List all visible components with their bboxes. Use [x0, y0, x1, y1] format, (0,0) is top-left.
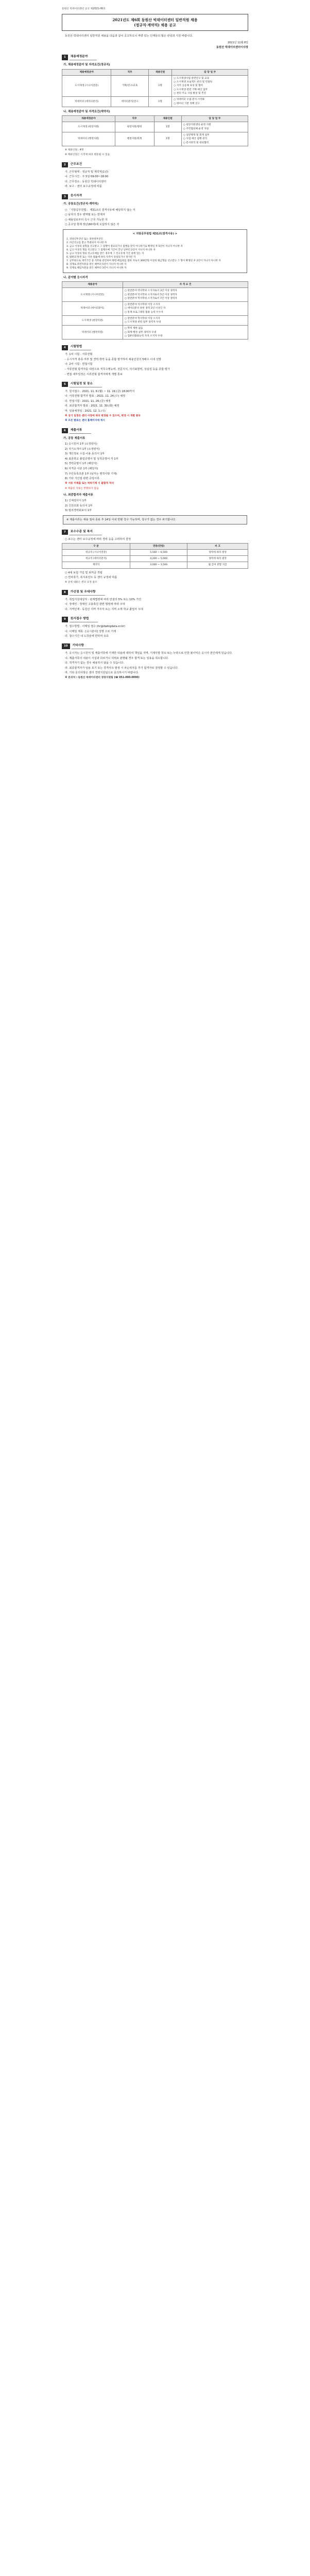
section-number: 8: [62, 590, 68, 595]
cell-line: ○ 도시재생 프로젝트 관리 및 컨설팅: [174, 81, 213, 84]
documents-list: [65, 442, 248, 481]
list-item: 1) 신체검사서 1부: [65, 499, 87, 503]
table-cell: 5,500 ~ 6,500: [130, 549, 187, 555]
documents-red-note-2: ※ 제출된 서류는 반환하지 않음: [65, 487, 99, 490]
list-item: 라. 최종합격자가 임용 포기 또는 결격사유 발생 시 차순위자를 추가 합격자로 결정할 수 있습니다.: [65, 666, 179, 670]
cell-line: ○ 관련분야 석사학위 소지자로서 5년 이상 경력자: [124, 293, 177, 296]
document-page: [0, 0, 310, 702]
cell-line: ○ 회계·행정 실무 경력자 우대: [124, 331, 157, 334]
table-cell: 도시재생 (시니어전문): [62, 75, 111, 96]
table-cell: 도시재생 (현장지원): [62, 122, 115, 132]
list-item: 1) 응시원서 1부 (소정양식): [65, 443, 97, 446]
table-cell: 계약직: [62, 562, 130, 568]
list-item: 다. 지역인재 : 동원산 지역 거주자 또는 지역 소재 학교 졸업자 우대: [65, 607, 143, 611]
section-number: 1: [62, 55, 68, 60]
list-item: ○ 공고일 현재 정년(60세)에 도달하지 않은 자: [65, 223, 119, 227]
cell-line: ○ 관련분야 석사학위 이상 소지자: [124, 303, 160, 307]
section-label: 제출서류: [70, 428, 91, 434]
exam-method-list: [65, 352, 248, 376]
cell-line: ○ 주민협의체 운영 지원: [183, 127, 209, 130]
table-row: [62, 122, 248, 132]
table-header-cell: 자 격 요 건: [123, 281, 248, 287]
section-label: 가산점 및 우대사항: [70, 590, 105, 596]
section-7-heading: [62, 530, 248, 535]
table-row: [62, 288, 248, 302]
cell-line: ○ 문서관리 및 대외협력: [183, 141, 209, 144]
common-requirements-list: [65, 208, 248, 227]
final-documents-list: [65, 499, 248, 513]
list-item: 다. 접수기간 내 도착분에 한하여 유효: [65, 635, 109, 638]
cell-line: ○ 통계·프로그래밍 활용 능력 우수자: [124, 311, 163, 314]
schedule-blue-note: ※ 모든 발표는 센터 홈페이지에 게시: [65, 419, 105, 422]
list-item: 가. 응시자는 응시원서 및 제출서류에 기재한 내용에 대하여 책임을 지며, 기재사항 착오 또는 누락으로 인한 불이익은 응시자 본인에게 있습니다.: [65, 652, 233, 655]
list-item: 나. 이메일 제목 : [응시분야] 성명 으로 기재: [65, 630, 116, 633]
schedule-list: [65, 389, 248, 413]
section-number: 7: [62, 530, 68, 535]
table-header-cell: 구 분: [62, 543, 130, 549]
table-header-cell: 직무: [111, 69, 149, 75]
table-cell: [123, 288, 248, 302]
disqualification-item: 2. 파산선고를 받고 복권되지 아니한 자: [66, 241, 107, 244]
list-item: 나. 장애인 : 장애인 고용촉진 관련 법령에 따라 우대: [65, 603, 125, 606]
table-cell: [123, 302, 248, 316]
cell-line: ○ 관련분야 학사학위 소지자로서 7년 이상 경력자: [124, 297, 177, 300]
table-cell: 현장지원/행정: [115, 122, 154, 132]
list-item: 나. 2차 시험 : 면접시험: [65, 363, 93, 366]
cell-line: ○ 현장지원센터 운영 지원: [183, 124, 211, 127]
section-number: 4: [62, 345, 68, 350]
table-cell: 1명: [148, 97, 171, 107]
table-row: [62, 97, 248, 107]
disqualification-item: 9. 징계로 해임처분을 받은 때부터 3년이 지나지 아니한 자: [66, 267, 127, 270]
section-number: 3: [62, 194, 68, 199]
table-cell: 빅데이터 (행정지원): [62, 132, 115, 146]
application-method-list: [65, 624, 248, 638]
cell-line: ○ 컴퓨터활용능력 자격 소지자 우대: [124, 335, 163, 338]
cell-line: ○ 데이터분석 관련 경력 2년 이상인 자: [124, 307, 166, 310]
headcount-note-2: ※ 채용인원은 사정에 따라 변동될 수 있음: [65, 154, 110, 157]
section-3-sub2: 나. 분야별 응시자격: [63, 276, 88, 279]
qualification-table: [62, 281, 248, 340]
section-6-heading: [62, 428, 248, 434]
doc-reference: 동원산 빅데이터센터 공고 제2021-06호: [62, 8, 106, 10]
section-6-sub2: 나. 최종합격자 제출서류: [63, 493, 93, 497]
list-item: 2) 자기소개서 1부 (소정양식): [65, 447, 100, 451]
doc-org: 동원산 빅데이터센터이사장: [216, 46, 248, 49]
benefits-list: [65, 571, 248, 580]
table-header-cell: 채용예정분야: [62, 69, 111, 75]
list-item: 다. 면접시험 : 2021. 11. 26.(금) 예정: [65, 399, 111, 403]
disqualification-item: 7. 공무원으로 재직기간 중 직무와 관련하여 횡령·배임죄를 범한 자로서 300만원 이상의 벌금형을 선고받고 그 형이 확정된 후 2년이 지나지 아니한 자: [66, 260, 221, 263]
table-cell: 행정지원/회계: [115, 132, 154, 146]
section-2-heading: [62, 162, 248, 168]
section-1-sub2: 나. 채용예정분야 및 자격요건(계약직): [63, 110, 110, 113]
salary-intro: [65, 537, 248, 541]
cell-line: ○ 센터 주요 사업 발굴 및 추진: [174, 92, 206, 95]
section-8-heading: [62, 590, 248, 596]
list-item: 마. 임용예정일 : 2021. 12. 1.(수): [65, 409, 106, 413]
table-row: [62, 132, 248, 146]
table-cell: 빅데이터 (행정지원): [62, 326, 123, 340]
table-header-cell: 연봉(만원): [130, 543, 187, 549]
documents-return-box: [63, 515, 247, 524]
section-label: 시험일정 및 장소: [70, 382, 102, 387]
table-cell: 기획/연구/교육: [111, 75, 149, 96]
table-cell: [181, 122, 248, 132]
list-item: - 면접 세부일정은 서류전형 합격자에게 개별 통보: [65, 372, 123, 376]
table-cell: 월 급여 분할 지급: [187, 562, 248, 568]
table-cell: [123, 326, 248, 340]
list-item: 나. 제출서류의 내용이 사실과 다르거나 허위로 판명될 경우 합격 또는 임용을 취소합니다.: [65, 656, 169, 660]
table-header-cell: 비 고: [187, 543, 248, 549]
cell-line: ○ 사업 예산 집행 관리: [183, 138, 208, 141]
table-header-cell: 채용분야: [62, 281, 123, 287]
documents-red-note-1: ※ 서류 미제출 또는 허위기재 시 불합격 처리: [65, 482, 114, 485]
section-4-heading: [62, 345, 248, 350]
table-cell: [123, 315, 248, 326]
cell-line: ○ 데이터 기반 정책 연구: [174, 102, 200, 105]
table-cell: 빅데이터 (데이터분석): [62, 97, 111, 107]
contact-info: ※ 문의처 : 동원산 빅데이터센터 경영지원팀 (☎ 051-000-0000): [65, 676, 140, 680]
list-item: 다. 근무장소 : 동원산 빅데이터센터: [65, 180, 107, 183]
list-item: 가. 접수방법 : 이메일 접수 (hr@dwbigdata.or.kr): [65, 624, 125, 628]
list-item: 마. 기타 문의사항은 센터 경영지원팀으로 문의하시기 바랍니다.: [65, 671, 139, 675]
table-cell: 1명: [154, 122, 181, 132]
list-item: 나. 서류전형 합격자 발표 : 2021. 11. 24.(수) 예정: [65, 395, 126, 398]
table-cell: [181, 132, 248, 146]
section-label: 보수수준 및 복지: [70, 530, 102, 535]
table-row: [62, 326, 248, 340]
disqualification-title: < 지방공무원법 제31조(결격사유) >: [132, 232, 178, 235]
disqualification-item: 6. 법원의 판결 또는 다른 법률에 따라 자격이 상실되거나 정지된 자: [66, 256, 136, 259]
section-number: 10: [62, 643, 70, 649]
cell-line: ○ 일반행정 및 회계 업무: [183, 134, 210, 137]
list-item: 6) 자격증 사본 1부 (해당자): [65, 467, 98, 470]
section-1-sub1: 가. 채용예정분야 및 자격요건(정규직): [63, 63, 110, 67]
doc-intro: 동원산 빅데이터센터 일반직원 채용을 다음과 같이 공고하오니 역량 있는 인재들의 많은 관심과 지원 바랍니다.: [65, 35, 193, 38]
list-item: 다. 적격자가 없는 경우 채용하지 않을 수 있습니다.: [65, 662, 125, 665]
table-row: [62, 562, 248, 568]
list-item: 3) 범죄경력회보서 1부: [65, 509, 92, 513]
list-item: 2) 신원조회 동의서 1부: [65, 504, 93, 507]
list-item: ○ 「지방공무원법」 제31조의 결격사유에 해당하지 않는 자: [65, 208, 135, 212]
list-item: 라. 최종합격자 발표 : 2021. 11. 30.(화) 예정: [65, 404, 119, 408]
table-header-cell: 담 당 업 무: [172, 69, 248, 75]
disqualification-item: 5. 금고 이상의 형의 선고유예를 받은 경우에 그 선고유예 기간 중에 있는 자: [66, 252, 144, 256]
list-item: 나. 근무시간 : 주 5일 09:00~18:00: [65, 175, 109, 179]
section-label: 원서접수 방법: [70, 617, 98, 622]
salary-note: ※ 상세 내용은 센터 규정 참조: [65, 581, 97, 584]
preferences-list: [65, 598, 248, 612]
table-cell: [172, 75, 248, 96]
doc-title-line1: 2021년도 제6회 동원산 빅데이터센터 일반직원 채용: [112, 18, 198, 23]
other-notes-list: [65, 651, 248, 675]
list-item: 가. 취업지원대상자 : 관계법령에 따라 만점의 5% 또는 10% 가산: [65, 598, 142, 601]
table-cell: 1명: [154, 132, 181, 146]
list-item: 4) 최종학교 졸업증명서 및 성적증명서 각 1부: [65, 457, 118, 461]
section-10-heading: [62, 643, 248, 649]
table-cell: 정규직 (데이터분석): [62, 556, 130, 562]
list-item: 7) 주민등록초본 1부 (남자는 병적사항 기재): [65, 472, 117, 476]
table-cell: [172, 97, 248, 107]
table-cell: 경력에 따라 결정: [187, 549, 248, 555]
list-item: ○ 연차휴가, 복지포인트 등 센터 규정에 따름: [65, 576, 117, 580]
table-cell: 1명: [148, 75, 171, 96]
table-header-cell: 채용인원: [148, 69, 171, 75]
doc-date: 2021년 11월 8일: [228, 41, 248, 45]
disqualification-item: 3. 금고 이상의 실형을 선고받고 그 집행이 종료되거나 집행을 받지 아니하기로 확정된 후 5년이 지나지 아니한 자: [66, 245, 183, 248]
section-3-sub1: 가. 공통요건(정규직·계약직): [63, 202, 99, 206]
cell-line: ○ 학력 제한 없음: [124, 327, 143, 330]
table-cell: 데이터분석/연구: [111, 97, 149, 107]
disqualification-item: 4. 금고 이상의 형을 선고받고 그 집행유예 기간이 끝난 날부터 2년이 지나지 아니한 자: [66, 248, 156, 251]
section-1-heading: [62, 55, 248, 60]
section-number: 5: [62, 382, 68, 387]
section-9-heading: [62, 617, 248, 622]
cell-line: ○ 관련분야 박사학위 소지자로서 3년 이상 경력자: [124, 290, 177, 293]
table-row: [62, 302, 248, 316]
table-row: [62, 549, 248, 555]
doc-title-line2: (정규직·계약직) 채용 공고: [134, 22, 176, 27]
table-row: [62, 315, 248, 326]
cell-line: ○ 지역 공동체 육성 및 협력: [174, 84, 203, 88]
list-item: ○ 4대 보험 가입 및 퇴직금 적립: [65, 571, 102, 574]
salary-intro-text: ○ 보수는 센터 보수규정에 따라 경력 등을 고려하여 결정: [65, 537, 131, 541]
table-header-cell: 채용예정분야: [62, 116, 115, 122]
disqualification-item: 8. 징계로 파면처분을 받은 때부터 5년이 지나지 아니한 자: [66, 263, 127, 266]
section-label: 채용예정분야: [70, 55, 97, 60]
table-cell: 도시재생 (현장지원): [62, 315, 123, 326]
table-cell: 3,000 ~ 3,500: [130, 562, 187, 568]
list-item: 5) 경력증명서 1부 (해당자): [65, 462, 97, 466]
section-number: 9: [62, 617, 68, 622]
list-item: - 응시자격 충족 여부 및 경력·학력 등을 종합 평가하여 채용인원의 5배수 이내 선발: [65, 358, 161, 361]
positions-table-regular: [62, 69, 248, 107]
section-label: 기타사항: [72, 643, 93, 649]
section-number: 6: [62, 428, 68, 433]
table-cell: 4,200 ~ 5,000: [130, 556, 187, 562]
section-label: 시험방법: [70, 345, 91, 350]
table-header-cell: 채용인원: [154, 116, 181, 122]
section-3-heading: [62, 194, 248, 199]
section-number: 2: [62, 162, 68, 167]
table-cell: 경력에 따라 결정: [187, 556, 248, 562]
list-item: ○ 채용일로부터 즉시 근무 가능한 자: [65, 218, 108, 222]
headcount-note: ※ 채용인원 : 4명: [65, 148, 84, 151]
section-label: 근무조건: [70, 162, 91, 168]
table-cell: 빅데이터 (데이터분석): [62, 302, 123, 316]
disqualification-box: [63, 229, 247, 273]
title-box: [62, 14, 248, 31]
salary-table: [62, 543, 248, 569]
list-item: 라. 보수 : 센터 보수규정에 따름: [65, 185, 102, 189]
list-item: ○ 남자의 경우 병역필 또는 면제자: [65, 213, 105, 217]
table-header-cell: 직무: [115, 116, 154, 122]
work-conditions-list: [65, 170, 248, 189]
cell-line: ○ 도시재생사업 관련연구 및 교육: [174, 77, 210, 80]
list-item: - 서류전형 합격자를 대상으로 직무수행능력, 전문지식, 의사표현력, 성실성 등을 종합 평가: [65, 368, 170, 371]
table-cell: 도시재생 (시니어전문): [62, 288, 123, 302]
list-item: 8) 기타 가산점 관련 증빙서류: [65, 477, 100, 481]
list-item: 가. 1차 시험 : 서류전형: [65, 353, 93, 357]
cell-line: ○ 도시재생 관련 기획·예산 업무: [174, 88, 208, 91]
positions-table-contract: [62, 115, 248, 146]
table-row: [62, 75, 248, 96]
list-item: 가. 근무형태 : 정규직 및 계약직(1년): [65, 170, 109, 174]
schedule-red-note: ※ 상기 일정은 센터 사정에 따라 변경될 수 있으며, 변경 시 개별 통보: [65, 414, 141, 417]
section-6-sub1: 가. 공통 제출서류: [63, 436, 85, 440]
disqualification-item: 1. 피성년후견인 또는 피한정후견인: [66, 238, 103, 241]
documents-return-text: ※ 제출서류는 채용 절차 종료 후 14일 이내 반환 청구 가능하며, 청구가 없는 경우 파기합니다.: [66, 518, 176, 521]
table-cell: 정규직 (시니어전문): [62, 549, 130, 555]
table-row: [62, 556, 248, 562]
list-item: 3) 개인정보 수집·이용 동의서 1부: [65, 452, 105, 456]
table-header-cell: 담 당 업 무: [181, 116, 248, 122]
section-label: 응시자격: [70, 194, 91, 199]
cell-line: ○ 도시재생 관련 업무 경력자 우대: [124, 321, 161, 324]
cell-line: ○ 빅데이터 수집·분석·시각화: [174, 98, 205, 101]
section-5-heading: [62, 382, 248, 387]
list-item: 가. 원서접수 : 2021. 11. 8.(월) ~ 11. 19.(금) 18:00까지: [65, 389, 135, 393]
cell-line: ○ 관련분야 학사학위 이상 소지자: [124, 317, 160, 320]
